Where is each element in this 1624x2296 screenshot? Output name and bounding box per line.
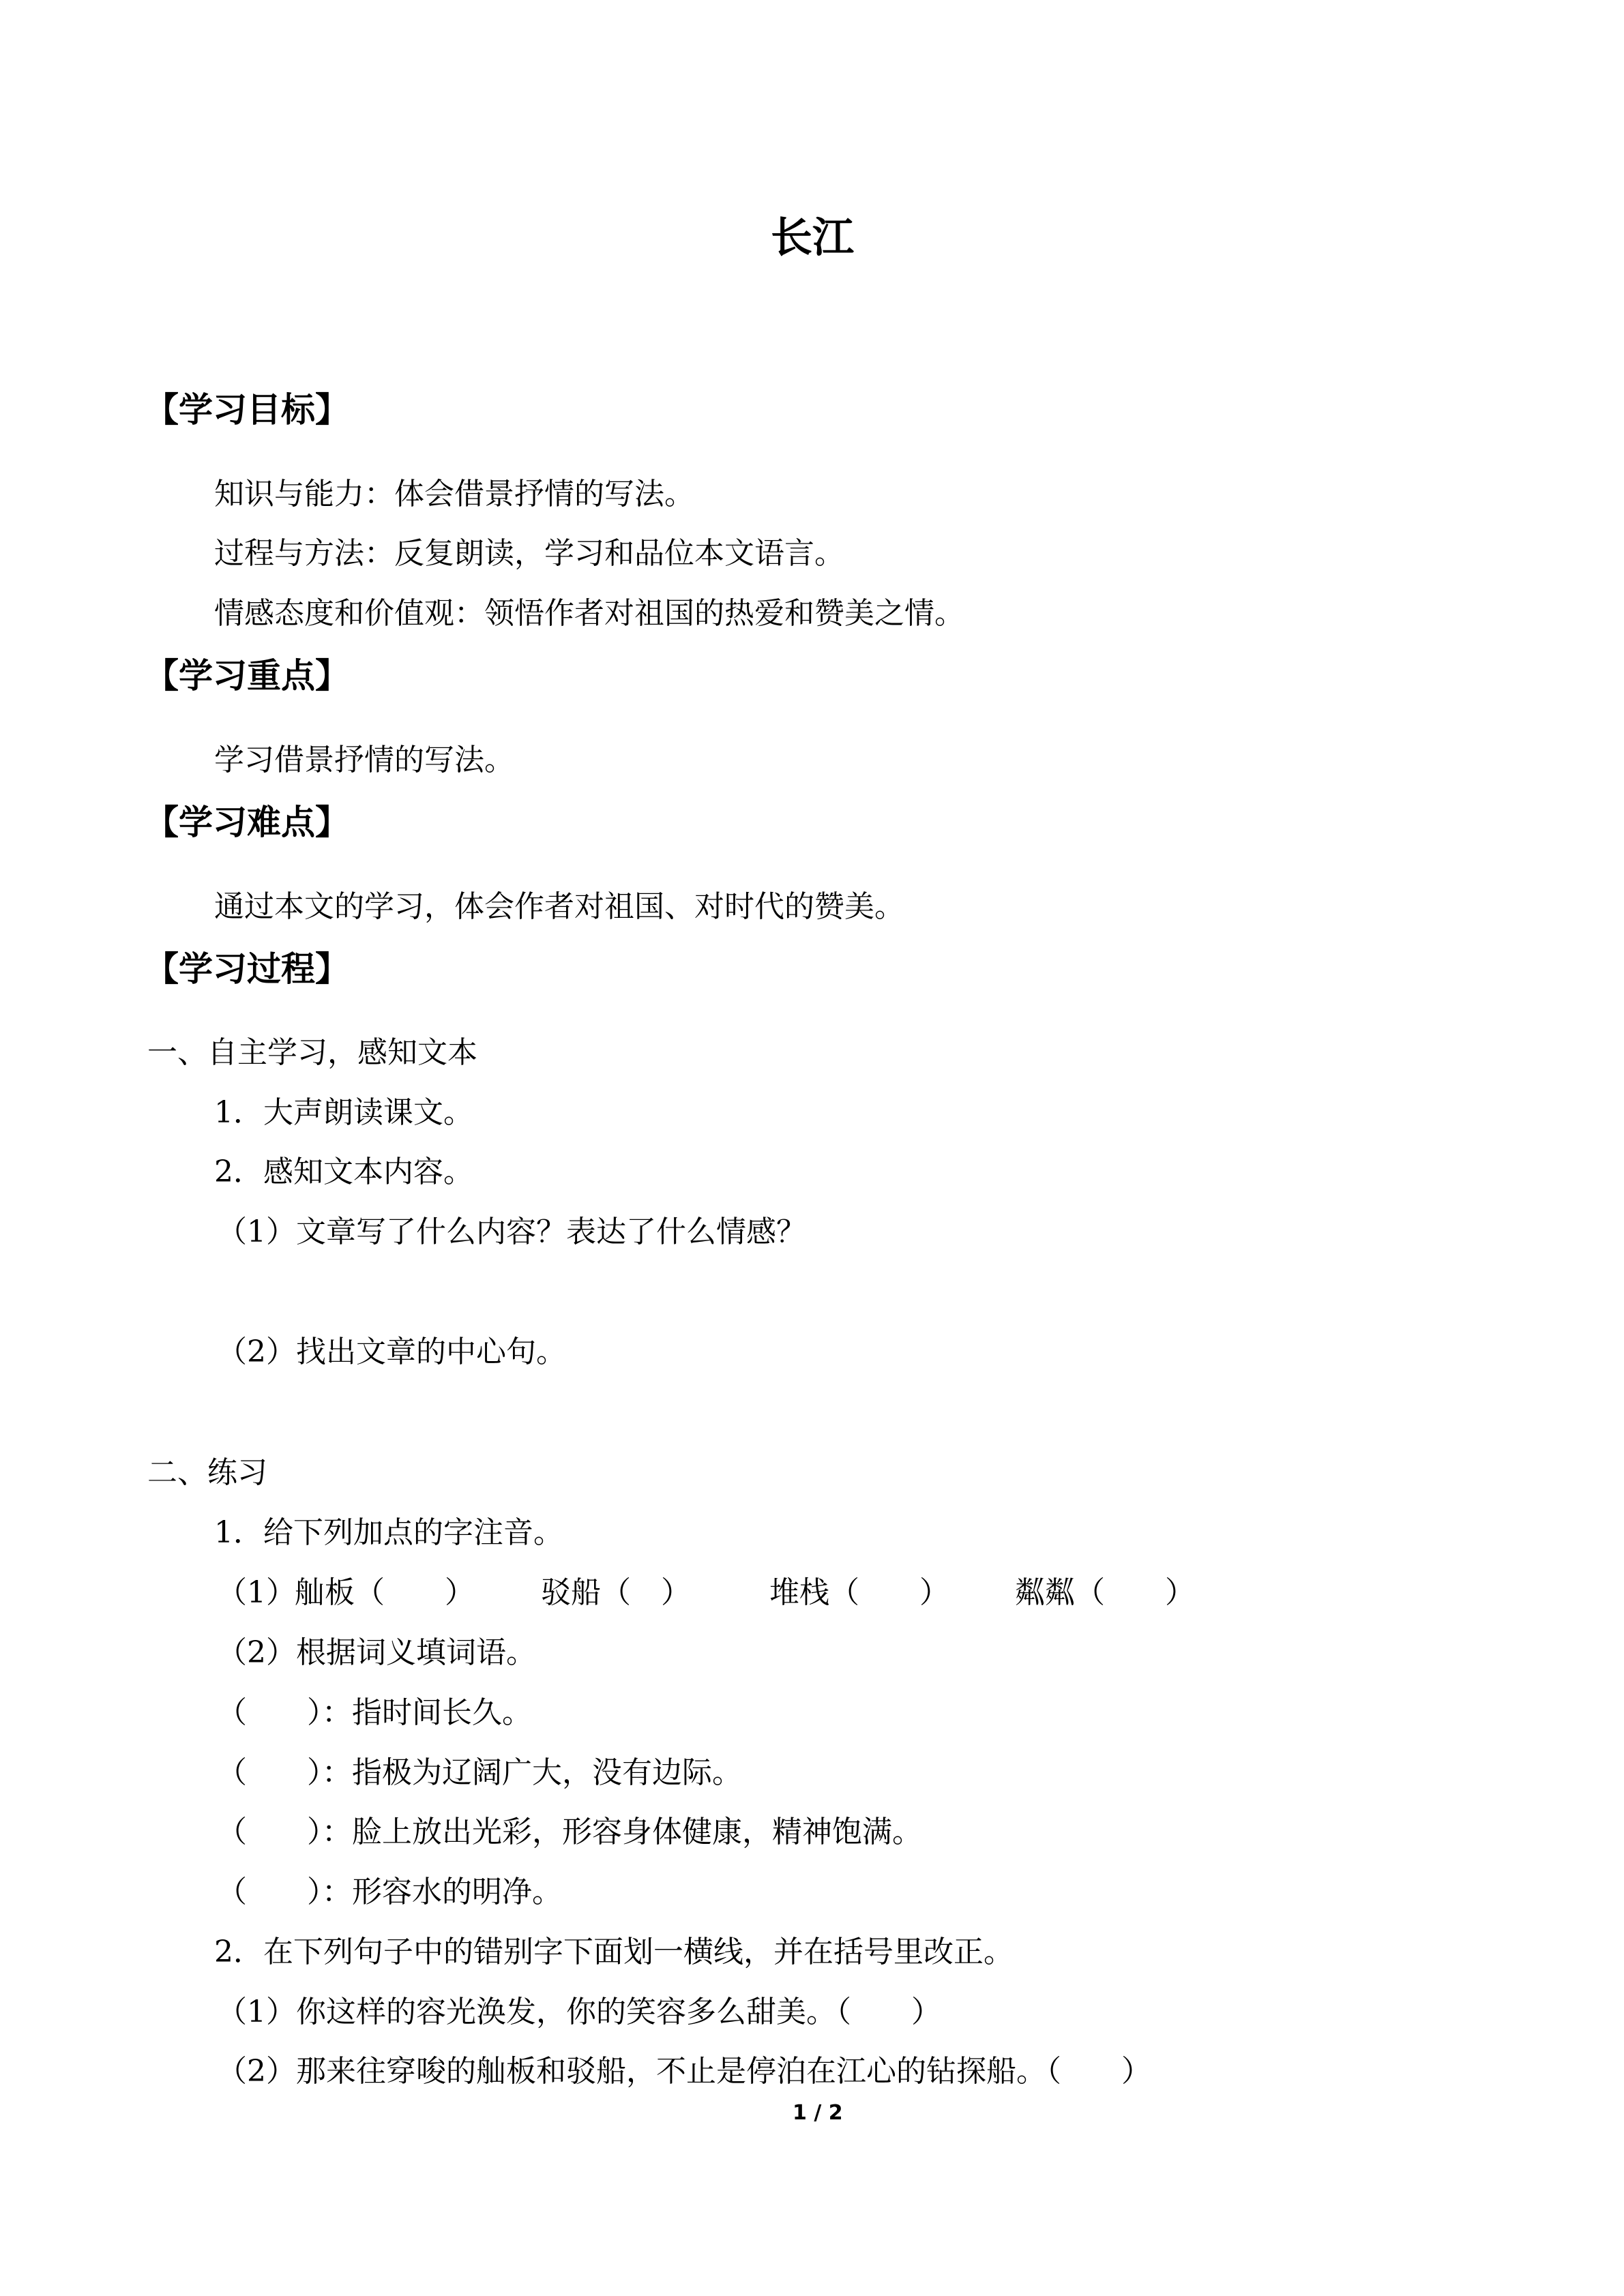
part1-question-1: 1．大声朗读课文。 — [214, 1095, 473, 1130]
part2-question-1-2: （2）根据词义填词语。 — [217, 1635, 536, 1670]
pinyin-word: 堆栈（ ） — [769, 1575, 949, 1610]
section-heading-difficulties: 【学习难点】 — [145, 803, 349, 842]
section-heading-process: 【学习过程】 — [145, 949, 349, 989]
part1-question-2-1: （1）文章写了什么内容？表达了什么情感？ — [217, 1214, 806, 1249]
objective-item: 知识与能力：体会借景抒情的写法。 — [214, 477, 694, 511]
objective-item: 情感态度和价值观：领悟作者对祖国的热爱和赞美之情。 — [214, 596, 964, 631]
section-heading-key-points: 【学习重点】 — [145, 656, 349, 696]
part2-question-2-1: （1）你这样的容光涣发，你的笑容多么甜美。（ ） — [217, 1995, 941, 2029]
part2-title: 二、练习 — [147, 1455, 267, 1490]
part1-title: 一、自主学习，感知文本 — [147, 1035, 477, 1070]
difficulty-item: 通过本文的学习，体会作者对祖国、对时代的赞美。 — [214, 889, 904, 924]
objective-item: 过程与方法：反复朗读，学习和品位本文语言。 — [214, 536, 844, 571]
page-title: 长江 — [771, 213, 855, 262]
fill-item: （ ）：指极为辽阔广大，没有边际。 — [217, 1755, 742, 1790]
key-point-item: 学习借景抒情的写法。 — [214, 743, 514, 777]
fill-item: （ ）：脸上放出光彩，形容身体健康，精神饱满。 — [217, 1815, 922, 1849]
pinyin-word: 驳船（ ） — [541, 1575, 691, 1610]
fill-item: （ ）：指时间长久。 — [217, 1695, 532, 1730]
pinyin-word: 粼粼（ ） — [1015, 1575, 1195, 1610]
page-number: 1 / 2 — [793, 2101, 843, 2125]
pinyin-word: 舢板（ ） — [295, 1575, 475, 1610]
part2-question-2: 2．在下列句子中的错别字下面划一横线，并在括号里改正。 — [214, 1935, 1014, 1969]
part2-question-1: 1．给下列加点的字注音。 — [214, 1515, 563, 1550]
pinyin-prefix: （1） — [217, 1575, 296, 1610]
part1-question-2: 2．感知文本内容。 — [214, 1154, 473, 1189]
part1-question-2-2: （2）找出文章的中心句。 — [217, 1335, 566, 1369]
fill-item: （ ）：形容水的明净。 — [217, 1875, 562, 1909]
part2-question-2-2: （2）那来往穿唆的舢板和驳船，不止是停泊在江心的钻探船。（ ） — [217, 2054, 1151, 2089]
section-heading-objectives: 【学习目标】 — [145, 390, 349, 430]
